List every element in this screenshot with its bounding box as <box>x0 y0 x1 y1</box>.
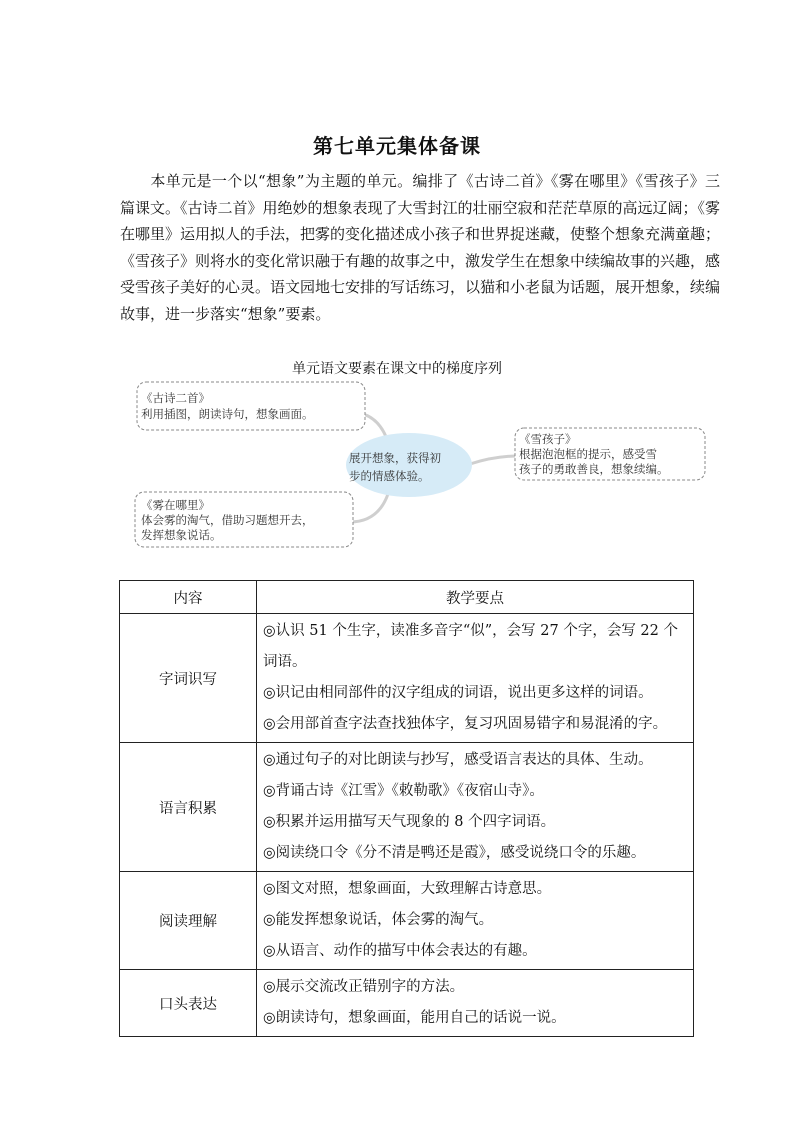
row-items <box>257 743 694 872</box>
connector-node3 <box>350 494 388 522</box>
row-item: ◎图文对照，想象画面，大致理解古诗意思。 <box>263 881 552 897</box>
node-gushi-box <box>137 382 365 430</box>
node-xuehaizi-line-2: 孩子的勇敢善良，想象续编。 <box>519 462 669 476</box>
row-items <box>257 872 694 970</box>
node-xuehaizi-title: 《雪孩子》 <box>519 432 577 446</box>
table-header-row <box>120 581 694 614</box>
header-points: 教学要点 <box>257 581 694 614</box>
row-category: 阅读理解 <box>120 872 257 970</box>
node-wu-title: 《雾在哪里》 <box>141 498 210 512</box>
table-row <box>120 614 694 743</box>
row-items <box>257 614 694 743</box>
row-item: ◎通过句子的对比朗读与抄写，感受语言表达的具体、生动。 <box>263 752 653 768</box>
node-gushi-title: 《古诗二首》 <box>141 391 210 405</box>
row-items <box>257 970 694 1037</box>
row-category: 口头表达 <box>120 970 257 1037</box>
row-item: ◎背诵古诗《江雪》《敕勒歌》《夜宿山寺》。 <box>263 783 544 799</box>
intro-paragraph <box>120 168 720 327</box>
table-row <box>120 872 694 970</box>
row-item: ◎会用部首查字法查找独体字，复习巩固易错字和易混淆的字。 <box>263 716 668 732</box>
row-item: ◎从语言、动作的描写中体会表达的有趣。 <box>263 943 537 959</box>
row-item: ◎朗读诗句，想象画面，能用自己的话说一说。 <box>263 1010 566 1026</box>
row-item: ◎能发挥想象说话，体会雾的淘气。 <box>263 912 494 928</box>
mind-map-diagram <box>0 372 794 552</box>
row-category: 语言积累 <box>120 743 257 872</box>
table-row <box>120 743 694 872</box>
node-xuehaizi-line-1: 根据泡泡框的提示，感受雪 <box>519 447 657 461</box>
row-item: ◎阅读绕口令《分不清是鸭还是霞》，感受说绕口令的乐趣。 <box>263 845 646 861</box>
center-line-2: 步的情感体验。 <box>349 469 430 483</box>
row-item: ◎积累并运用描写天气现象的 8 个四字词语。 <box>263 814 556 830</box>
row-item: ◎认识 51 个生字，读准多音字“似”，会写 27 个字，会写 22 个词语。 <box>263 623 678 670</box>
page-title: 第七单元集体备课 <box>313 134 481 158</box>
table-row <box>120 970 694 1037</box>
node-wu-line-2: 发挥想象说话。 <box>141 528 222 542</box>
node-wu-line-1: 体会雾的淘气，借助习题想开去， <box>141 513 314 527</box>
center-line-1: 展开想象，获得初 <box>349 451 441 465</box>
intro-text: 本单元是一个以“想象”为主题的单元。编排了《古诗二首》《雾在哪里》《雪孩子》三篇课文。《古诗二首》用绝妙的想象表现了大雪封江的壮丽空寂和茫茫草原的高远辽阔；《雾在哪里》运用拟人的手法，把雾的变化描述成小孩子和世界捉迷藏，使整个想象充满童趣；《雪孩子》则将水的变化常识融于有趣的故事之中，激发学生在想象中续编故事的兴趣，感受雪孩子美好的心灵。语文园地七安排的写话练习，以猫和小老鼠为话题，展开想象，续编故事，进一步落实“想象”要素。 <box>120 172 721 323</box>
connector-node2 <box>470 456 518 464</box>
teaching-points-table <box>119 580 694 1037</box>
header-content: 内容 <box>120 581 257 614</box>
row-item: ◎识记由相同部件的汉字组成的词语，说出更多这样的词语。 <box>263 685 653 701</box>
node-gushi-text: 利用插图，朗读诗句，想象画面。 <box>141 407 314 421</box>
diagram-subtitle: 单元语文要素在课文中的梯度序列 <box>292 361 502 377</box>
row-category: 字词识写 <box>120 614 257 743</box>
center-ellipse <box>346 433 472 497</box>
row-item: ◎展示交流改正错别字的方法。 <box>263 979 465 995</box>
